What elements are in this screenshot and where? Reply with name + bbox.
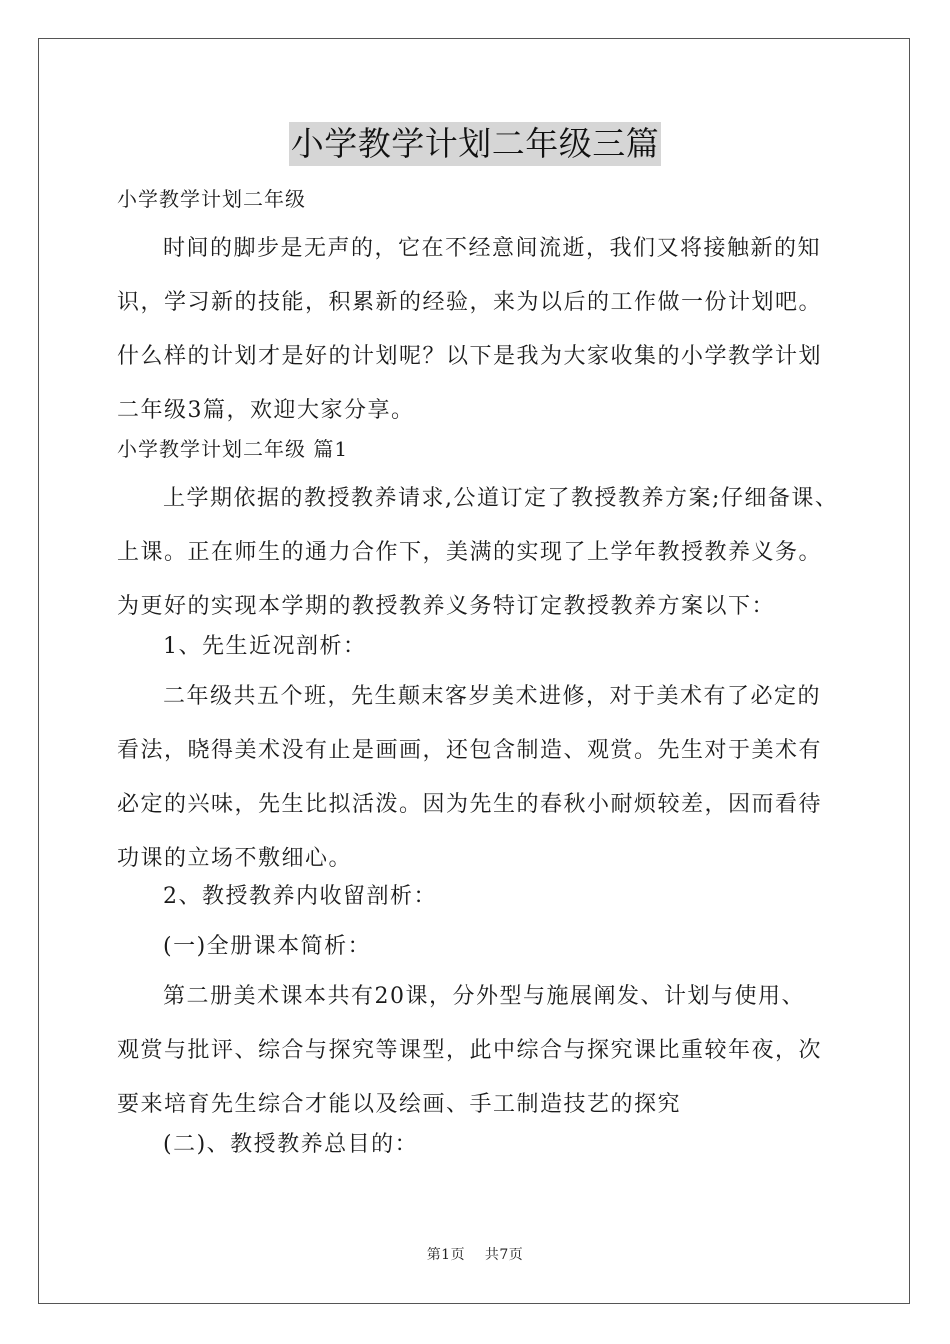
item2-sub1-heading [117, 920, 857, 974]
item2-heading [117, 870, 857, 924]
item2-sub2-heading [117, 1118, 857, 1172]
paragraph-line: 功课的立场不敷细心。 [117, 846, 353, 871]
paragraph-line: 看法，晓得美术没有止是画画，还包含制造、观赏。先生对于美术有 [117, 738, 823, 763]
page-number-footer: 第1页 共7页 [426, 1247, 524, 1263]
paragraph-line: 为更好的实现本学期的教授教养义务特订定教授教养方案以下： [117, 594, 776, 619]
paragraph-line: 必定的兴味，先生比拟活泼。因为先生的春秋小耐烦较差，因而看待 [117, 792, 823, 817]
intro-paragraph [117, 222, 857, 438]
paragraph-line: 识，学习新的技能，积累新的经验，来为以后的工作做一份计划吧。 [117, 290, 823, 315]
paragraph-line: 上学期依据的教授教养请求,公道订定了教授教养方案;仔细备课、 [163, 486, 839, 511]
sub-heading-text: (二)、教授教养总目的： [163, 1132, 419, 1157]
document-title: 小学教学计划二年级三篇 [289, 122, 662, 166]
item1-heading [117, 620, 857, 674]
section-paragraph [117, 472, 857, 634]
paragraph-line: 第二册美术课本共有20课，分外型与施展阐发、计划与使用、 [163, 984, 805, 1009]
paragraph-line: 二年级3篇，欢迎大家分享。 [117, 398, 415, 423]
item-heading-text: 2、教授教养内收留剖析： [163, 884, 437, 909]
paragraph-line: 要来培育先生综合才能以及绘画、手工制造技艺的探究 [117, 1092, 682, 1117]
item2-sub1-paragraph [117, 970, 857, 1132]
subtitle: 小学教学计划二年级 [117, 187, 306, 211]
item-heading-text: 1、先生近况剖析： [163, 634, 367, 659]
paragraph-line: 二年级共五个班，先生颠末客岁美术进修，对于美术有了必定的 [163, 684, 822, 709]
paragraph-line: 上课。正在师生的通力合作下，美满的实现了上学年教授教养义务。 [117, 540, 823, 565]
sub-heading-text: (一)全册课本简析： [163, 934, 372, 959]
paragraph-line: 观赏与批评、综合与探究等课型，此中综合与探究课比重较年夜，次 [117, 1038, 823, 1063]
paragraph-line: 时间的脚步是无声的，它在不经意间流逝，我们又将接触新的知 [163, 236, 822, 261]
section-heading: 小学教学计划二年级 篇1 [117, 437, 349, 461]
item1-paragraph [117, 670, 857, 886]
paragraph-line: 什么样的计划才是好的计划呢？以下是我为大家收集的小学教学计划 [117, 344, 823, 369]
title-container [0, 122, 950, 166]
